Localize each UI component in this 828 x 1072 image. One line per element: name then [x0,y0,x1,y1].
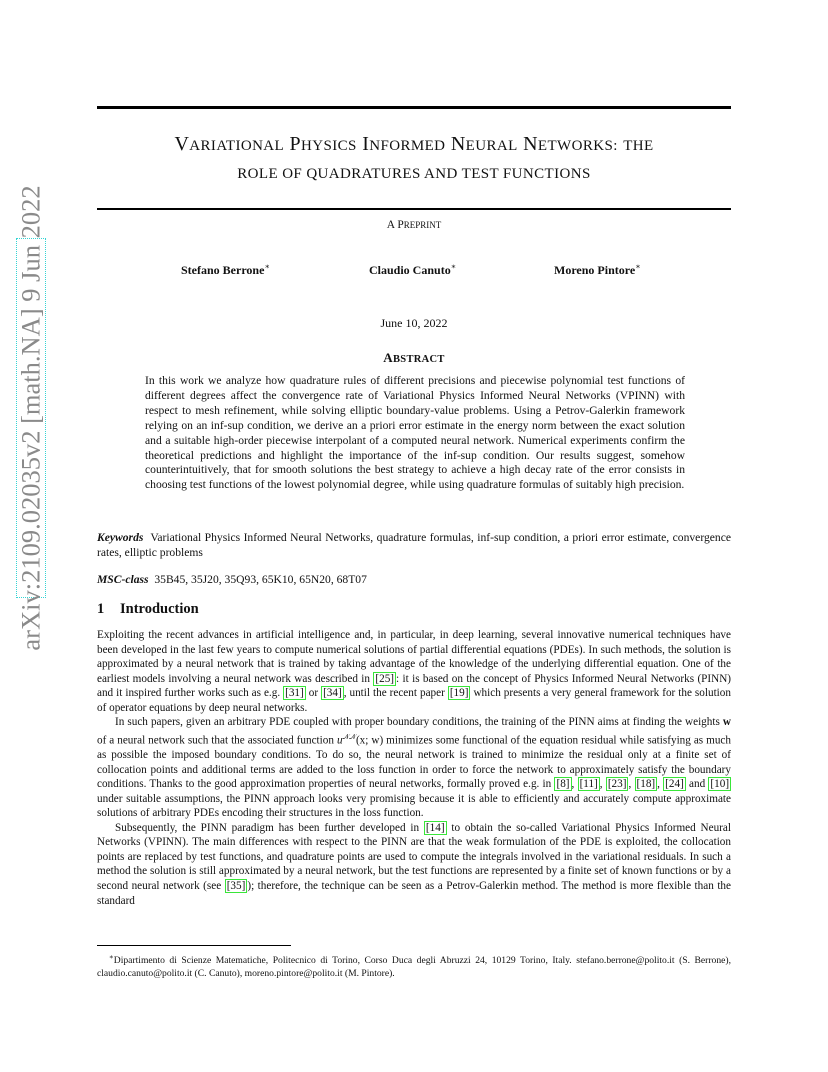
citation-link[interactable]: [11] [579,778,598,791]
title-line-1: VARIATIONAL PHYSICS INFORMED NEURAL NETWORKS: THE [174,133,654,155]
citation-link[interactable]: [24] [665,778,684,791]
citation-link[interactable]: [19] [449,687,469,700]
citation-link[interactable]: [14] [425,821,445,834]
citation-link[interactable]: [8] [556,778,570,791]
title-rule-bottom [97,208,731,210]
section-heading: 1 Introduction [97,601,199,617]
paragraph-1: Exploiting the recent advances in artificial intelligence and, in particular, in deep learning, several innovative numerical techniques have been developed in the last few years to compute numerical solutions of partial differential equations (PDEs). In such methods, the solution is approximated by a neural network that is trained by taking advantage of the knowledge of the underlying differential equation. One of the earliest models involving a neural network was described in [25] : it is based on the concept of Physics Informed Neural Networks (PINN) and it inspired further works such as e.g. [31] or [34] , until the recent paper [19] which presents a very general framework for the solution of operator equations by deep neural networks. [97,629,731,714]
body-text [97,628,731,908]
arxiv-stamp: arXiv:2109.02035v2 [math.NA] 9 Jun 2022 [15,185,46,651]
citation-link[interactable]: [18] [636,778,656,791]
citation-link[interactable]: [23] [607,778,627,791]
abstract-heading: ABSTRACT [383,350,445,365]
citation-link[interactable]: [34] [323,687,342,700]
paragraph-2: In such papers, given an arbitrary PDE coupled with proper boundary conditions, the training of the PINN aims at finding the weights w of a neural network such that the associated function $u^{𝒩𝒩}(x$; w) minimizes some functional of the equation residual while satisfying as much as possible the imposed boundary conditions. To do so, the neural network is trained to minimize the residual only at a finite set of collocation points and additional terms are added to the loss function in order to force the network to approximately satisfy the boundary conditions. Thanks to the good approximation properties of neural networks, formally proved e.g. in [8] , [11] , [23] , [18] , [24] and [10] under suitable assumptions, the PINN approach looks very promising because it is able to efficiently and accurately compute approximate solutions of arbitrary PDEs encoding their structures in the loss function. [97,716,731,820]
abstract-text: In this work we analyze how quadrature rules of different precisions and piecewise polynomial test functions of different degrees affect the convergence rate of Variational Physics Informed Neural Networks (VPINN) with respect to mesh refinement, while solving elliptic boundary-value problems. Using a Petrov-Galerkin framework relying on an inf-sup condition, we derive an a priori error estimate in the energy norm between the exact solution and a suitable high-order piecewise interpolant of a computed neural network. Numerical experiments confirm the theoretical predictions and highlight the importance of the inf-sup condition. Our results suggest, somehow counterintuitively, that for smooth solutions the best strategy to achieve a high decay rate of the error consists in choosing test functions of the lowest polynomial degree, while using quadrature formulas of suitably high precision. [145,374,685,492]
author-1: Stefano Berrone∗ [181,262,270,277]
citation-link[interactable]: [35] [226,880,246,893]
paragraph-3: Subsequently, the PINN paradigm has been further developed in [14] to obtain the so-called Variational Physics Informed Neural Networks (VPINN). The main differences with respect to the PINN are that the weak formulation of the PDE is exploited, the collocation points are replaced by test functions, and quadrature points are used to compute the integrals involved in the variational residuals. In such a method the solution is still approximated by a neural network, but the test functions are represented by a finite set of known functions or by a second neural network (see [35] ); therefore, the technique can be seen as a Petrov-Galerkin method. The method is more flexible than the standard [97,821,731,907]
title-rule-top [97,106,731,109]
citation-link[interactable]: [25] [375,672,395,685]
author-3: Moreno Pintore∗ [554,262,641,277]
citation-link[interactable]: [10] [710,778,730,791]
paper-title [97,130,731,188]
title-line-2: ROLE OF QUADRATURES AND TEST FUNCTIONS [237,166,591,182]
footnote-rule [97,945,291,946]
keywords: Keywords Variational Physics Informed Neural Networks, quadrature formulas, inf-sup condition, a priori error estimate, convergence rates, elliptic problems [97,531,732,559]
citation-link[interactable]: [31] [285,687,304,700]
preprint-label: A PREPRINT [386,219,442,231]
msc-class: MSC-class 35B45, 35J20, 35Q93, 65K10, 65N20, 68T07 [97,573,367,586]
footnote: ∗Dipartimento di Scienze Matematiche, Politecnico di Torino, Corso Duca degli Abruzzi 24, 10129 Torino, Italy. stefano.berrone@polito.it (S. Berrone), claudio.canuto@polito.it (C. Canuto), moreno.pintore@polito.it (M. Pintore). [97,953,731,980]
paper-date: June 10, 2022 [380,316,448,330]
author-2: Claudio Canuto∗ [369,262,457,277]
